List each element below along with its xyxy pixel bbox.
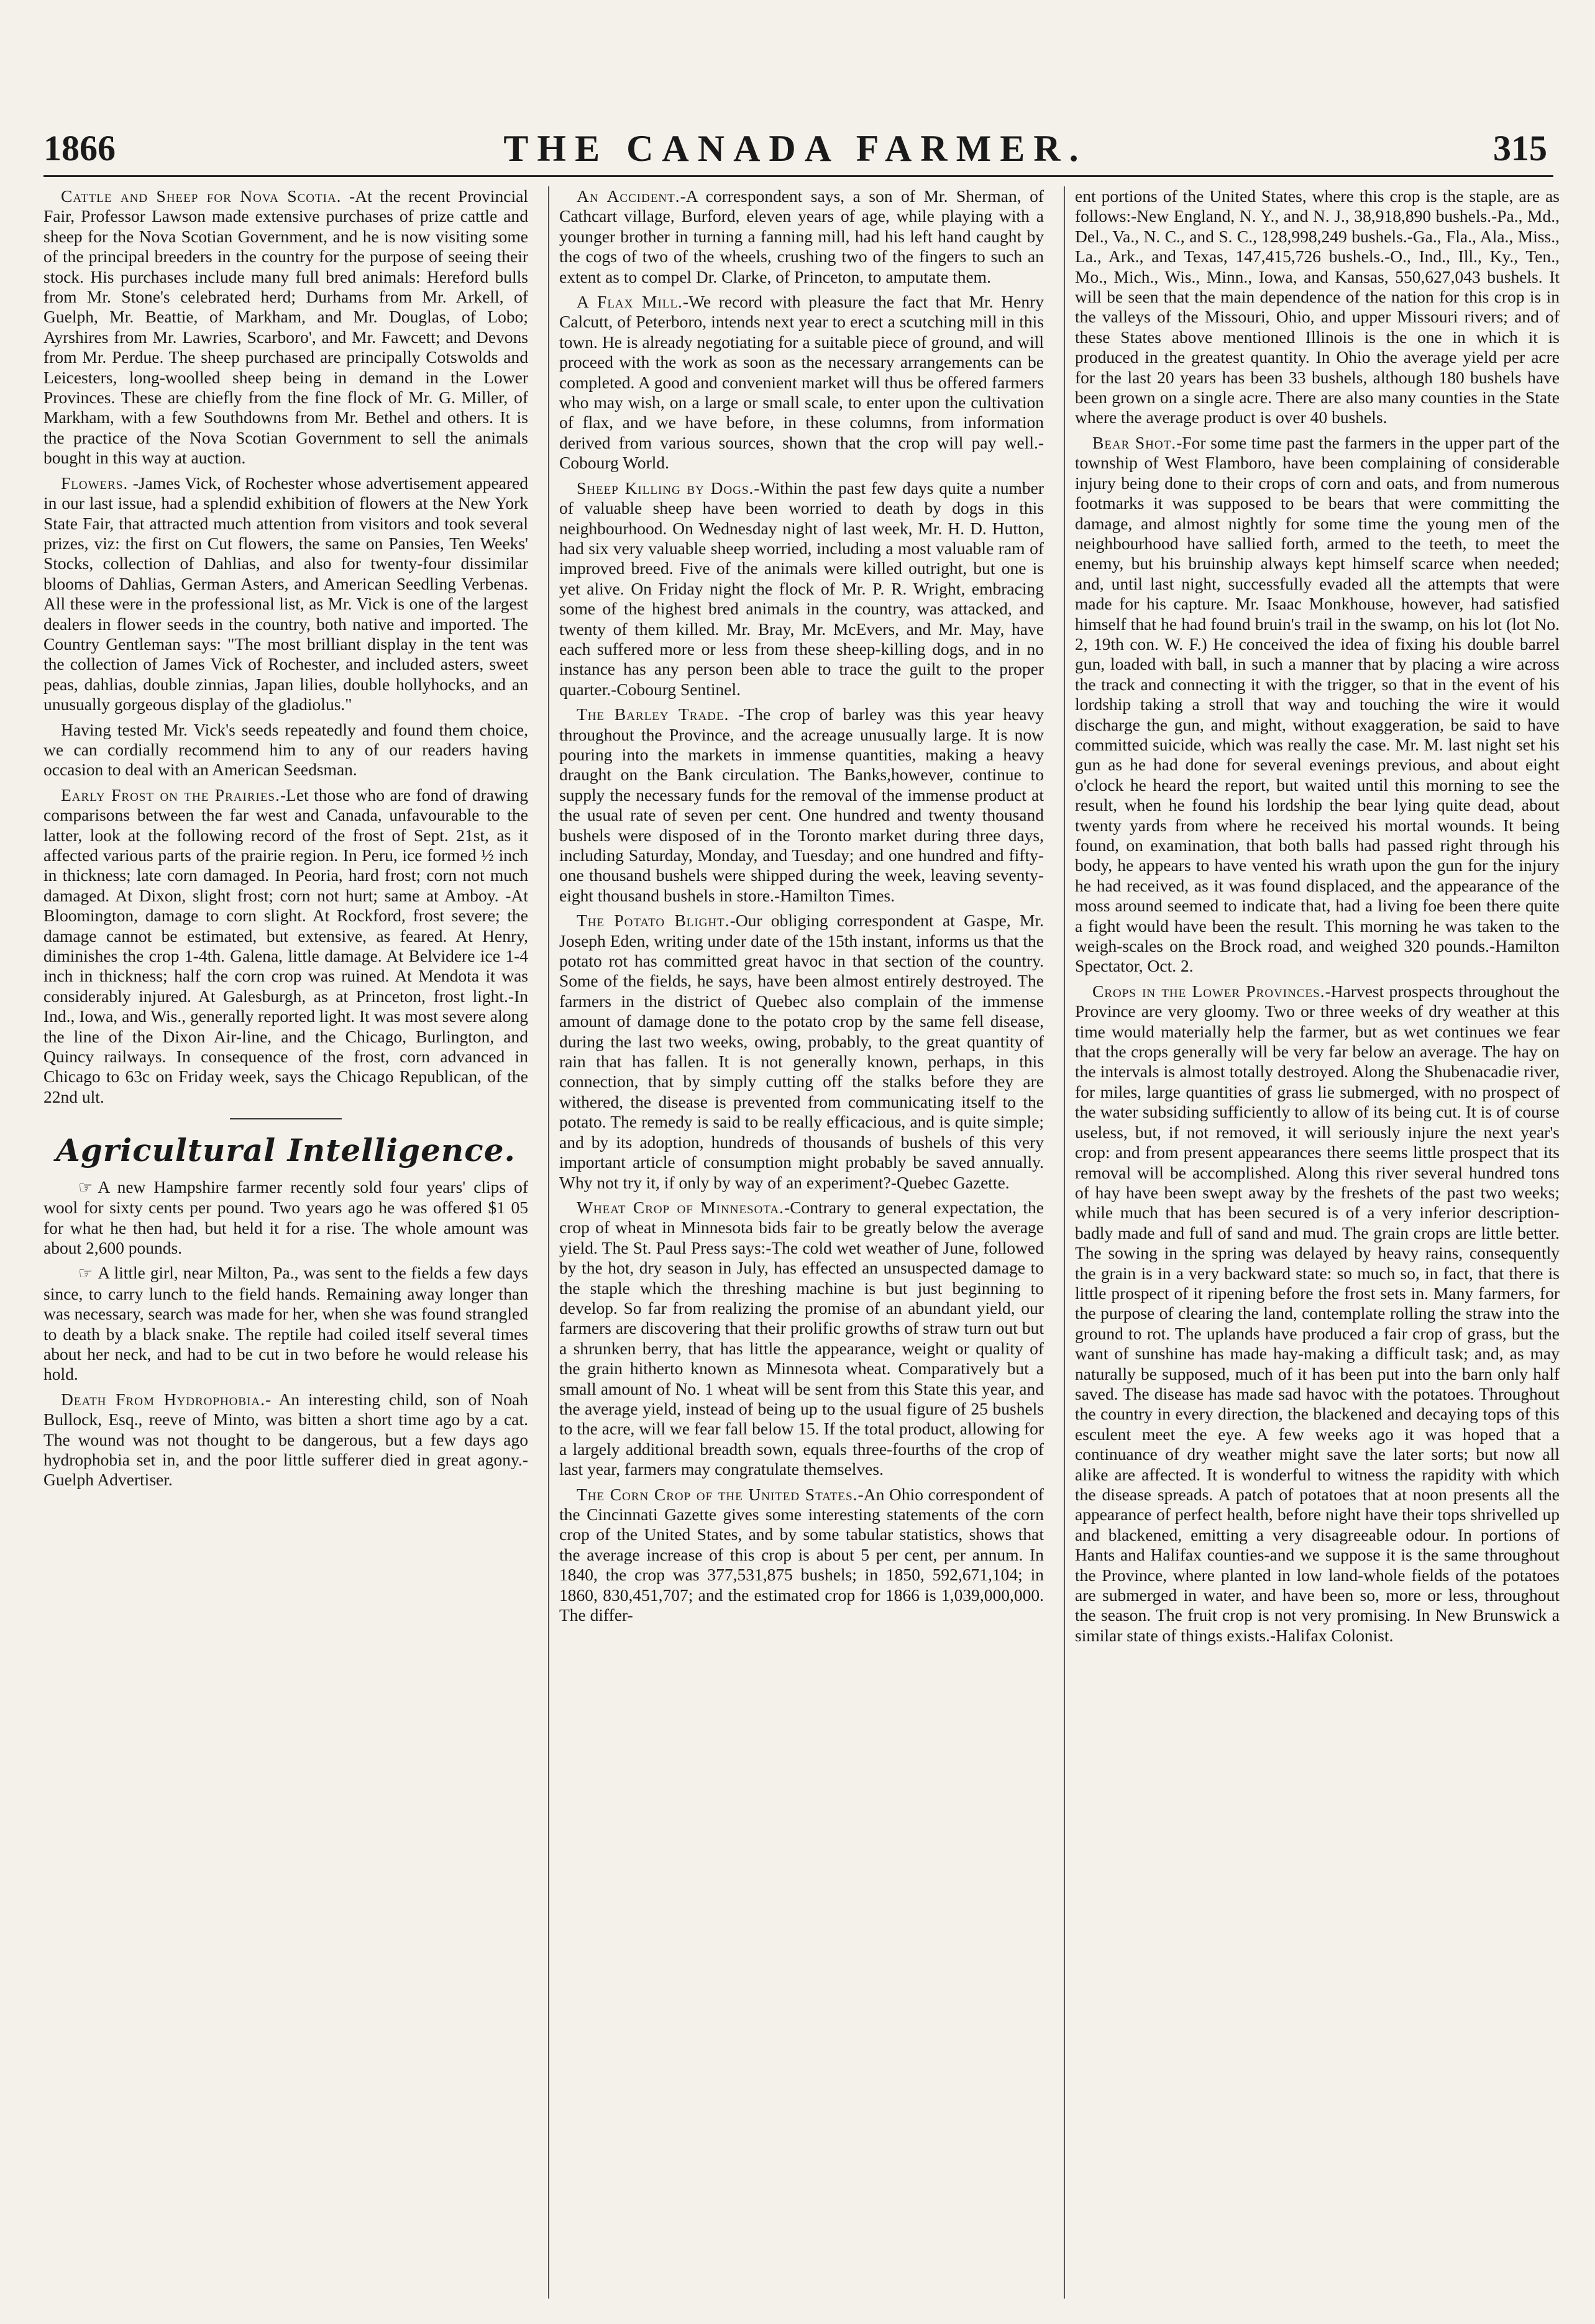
article-heading: An Accident. xyxy=(577,186,680,206)
article-heading: Bear Shot. xyxy=(1092,432,1177,452)
article-early-frost xyxy=(43,785,528,1108)
item-body: A little girl, near Milton, Pa., was sent to the fields a few days since, to carry lunch to the field hands. Remaining away longer than was necessary, search was made for her, when she was found strangled to death by a black snake. The reptile had coiled itself several times about her neck, and had to be cut in two before he would release his hold. xyxy=(43,1263,528,1384)
article-wheat-minnesota xyxy=(559,1198,1044,1480)
pointing-hand-icon: ☞ xyxy=(78,1178,93,1196)
article-potato-blight xyxy=(559,911,1044,1193)
page-number: 315 xyxy=(1493,128,1547,168)
header-rule xyxy=(43,175,1553,177)
article-accident xyxy=(559,186,1044,287)
article-heading: The Corn Crop of the United States. xyxy=(577,1484,858,1504)
article-hydrophobia xyxy=(43,1390,528,1490)
article-lower-provinces xyxy=(1075,982,1560,1646)
article-corn-crop xyxy=(559,1485,1044,1626)
column-divider xyxy=(548,186,549,2299)
pointing-hand-icon: ☞ xyxy=(78,1264,93,1283)
article-body: -Within the past few days quite a number of valuable sheep have been worried to death by dogs in this neighbourhood. On Wednesday night of last week, Mr. H. D. Hutton, had six very valuable sheep worried, including a most valuable ram of improved breed. Five of the animals were killed outright, but one is yet alive. On Friday night the flock of Mr. P. R. Wright, embracing some of the highest bred animals in the country, was attacked, and twenty of them killed. Mr. Bray, Mr. McEvers, and Mr. May, have each suffered more or less from these sheep-killing dogs, and in no instance has any person been able to trace the guilt to the proper quarter.-Cobourg Sentinel. xyxy=(559,478,1044,699)
article-heading: Early Frost on the Prairies. xyxy=(61,785,280,804)
masthead-title: THE CANADA FARMER. xyxy=(503,128,1087,169)
article-body: -Our obliging correspondent at Gaspe, Mr. Joseph Eden, writing under date of the 15th instant, informs us that the potato rot has committed great havoc in that section of the country. Some of the fields, he says, have been almost entirely destroyed. The farmers in the district of Quebec also complain of the immense amount of damage done to the potato crop by the same fell disease, during the last two weeks, owing, probably, to the great quantity of rain that has fallen. It is not generally known, perhaps, in this connection, that by simply cutting off the stalks before they are withered, the disease is prevented from communicating itself to the potato. The remedy is said to be really efficacious, and is quite simple; and by its adoption, hundreds of thousands of bushels of this very important article of consumption might probably be saved annually. Why not try it, if only by way of an experiment?-Quebec Gazette. xyxy=(559,911,1044,1192)
article-body: - An interesting child, son of Noah Bullock, Esq., reeve of Minto, was bitten a short time ago by a cat. The wound was not thought to be dangerous, but a few days ago hydrophobia set in, and the poor little sufferer died in great agony.-Guelph Advertiser. xyxy=(43,1389,528,1490)
article-heading: Death From Hydrophobia. xyxy=(61,1389,265,1409)
article-barley-trade xyxy=(559,704,1044,906)
column-2 xyxy=(559,186,1044,1630)
page-header xyxy=(43,127,1547,171)
article-body: -Contrary to general expectation, the crop of wheat in Minnesota bids fair to be greatly below the average yield. The St. Paul Press says:-The cold wet weather of June, followed by the hot, dry season in July, has effected an unsuspected damage to the staple which the threshing machine is but just beginning to develop. So far from realizing the promise of an abundant yield, our farmers are discovering that their prolific growths of straw turn out but a shrunken berry, that has little the appearance, weight or quality of the grain hitherto known as Minnesota wheat. Comparatively but a small amount of No. 1 wheat will be sent from this State this year, and the average yield, instead of being up to the usual figure of 25 bushels to the acre, will we fear fall below 15. If the total product, allowing for a largely additional breadth sown, equals three-fourths of the crop of last year, farmers may congratulate themselves. xyxy=(559,1197,1044,1479)
column-3 xyxy=(1075,186,1560,1651)
article-heading: Flowers. xyxy=(61,473,129,493)
article-body: -For some time past the farmers in the upper part of the township of West Flamboro, have been complaining of considerable injury being done to their crops of corn and oats, and from numerous footmarks it was supposed to be bears that were committing the damage, and almost nightly for some time the young men of the neighbourhood have sallied forth, armed to the teeth, to meet the enemy, but his bruinship always kept himself scarce when needed; and, until last night, successfully evaded all the attempts that were made for his capture. Mr. Isaac Monkhouse, however, had satisfied himself that he had found bruin's trail in the swamp, on his lot (lot No. 2, 19th con. W. F.) He conceived the idea of fixing his double barrel gun, loaded with ball, in such a manner that by placing a wire across the track and connecting it with the trigger, so that in the event of his lordship taking a stroll that way and touching the wire it would discharge the gun, and might, without exaggeration, be said to have committed suicide, which was really the case. Mr. M. last night set his gun as he had done for several evenings previous, and about eight o'clock he heard the report, but waited until this morning to see the result, when he found his lordship the bear lying quite dead, about twenty yards from where he received his mortal wounds. It being found, on examination, that both balls had passed right through his body, he appears to have vented his wrath upon the gun for the injury he had received, as it was found displaced, and the appearance of the moss around seemed to indicate that, had a living foe been there quite a fight would have been the result. This morning he was taken to the weigh-scales on the Brock road, and weighed 320 pounds.-Hamilton Spectator, Oct. 2. xyxy=(1075,432,1560,976)
item-wool-sale xyxy=(43,1177,528,1259)
article-body: -An Ohio correspondent of the Cincinnati Gazette gives some interesting statements of the corn crop of the United States, and by some tabular statistics, shows that the average increase of this crop is about 5 per cent, per annum. In 1840, the crop was 377,531,875 bushels; in 1850, 592,671,104; in 1860, 830,451,707; and the estimated crop for 1866 is 1,039,000,000. The differ- xyxy=(559,1484,1044,1625)
article-heading: Crops in the Lower Provinces. xyxy=(1092,981,1325,1001)
article-cattle-sheep xyxy=(43,186,528,468)
article-sheep-dogs xyxy=(559,478,1044,699)
article-body: -At the recent Provincial Fair, Professor Lawson made extensive purchases of prize cattle and sheep for the Nova Scotian Government, and he is now visiting some of the principal breeders in the country for the purpose of seeing their stock. His purchases include many full bred animals: Hereford bulls from Mr. Stone's celebrated herd; Durhams from Mr. Arkell, of Guelph, Mr. Beattie, of Markham, and Mr. Douglas, of Lobo; Ayrshires from Mr. Lawries, Scarboro', and Mr. Fawcett; and Devons from Mr. Perdue. The sheep purchased are principally Cotswolds and Leicesters, long-woolled sheep being in demand in the Lower Provinces. These are chiefly from the fine flock of Mr. G. Miller, of Markham, with a few Southdowns from Mr. Bethel and others. It is the practice of the Nova Scotian Government to sell the animals bought in this way at auction. xyxy=(43,186,528,468)
column-divider xyxy=(1064,186,1065,2299)
article-heading: The Barley Trade. xyxy=(577,704,729,724)
article-heading: Sheep Killing by Dogs. xyxy=(577,478,754,498)
article-bear-shot xyxy=(1075,433,1560,977)
column-1 xyxy=(43,186,528,1495)
article-body: -A correspondent says, a son of Mr. Sherman, of Cathcart village, Burford, eleven years of age, while playing with a younger brother in turning a fanning mill, had his left hand caught by the cogs of two of the wheels, crushing two of the fingers to such an extent as to compel Dr. Clarke, of Princeton, to amputate them. xyxy=(559,186,1044,286)
header-year: 1866 xyxy=(43,128,116,168)
article-body: -The crop of barley was this year heavy throughout the Province, and the acreage unusually large. It is now pouring into the markets in immense quantities, making a heavy draught on the Bank circulation. The Banks,however, continue to supply the necessary funds for the removal of the immense product at the usual rate of seven per cent. One hundred and twenty thousand bushels were disposed of in the Toronto market during three days, including Saturday, Monday, and Tuesday; and one hundred and fifty-one thousand bushels were shipped during the week, leaving seventy-eight thousand bushels in store.-Hamilton Times. xyxy=(559,704,1044,905)
article-flowers xyxy=(43,473,528,715)
item-body: A new Hampshire farmer recently sold four years' clips of wool for sixty cents per pound. Two years ago he was offered $1 05 for what he then had, but held it for a rise. The whole amount was about 2,600 pounds. xyxy=(43,1177,528,1257)
article-body: -We record with pleasure the fact that Mr. Henry Calcutt, of Peterboro, intends next year to erect a scutching mill in this town. He is already negotiating for a suitable piece of ground, and will proceed with the work as soon as the necessary arrangements can be completed. A good and convenient market will thus be offered farmers who may wish, on a large or small scale, to enter upon the cultivation of flax, and we have before, in these columns, from information derived from various sources, shown that the crop will pay well.-Cobourg World. xyxy=(559,292,1044,473)
section-title: Agricultural Intelligence. xyxy=(56,1132,516,1169)
article-heading: The Potato Blight. xyxy=(577,911,730,931)
article-flax-mill xyxy=(559,292,1044,473)
article-vick-seeds: Having tested Mr. Vick's seeds repeatedly and found them choice, we can cordially recommend him to any of our readers having occasion to deal with an American Seedsman. xyxy=(43,719,528,780)
article-body: -Let those who are fond of drawing comparisons between the far west and Canada, unfavourable to the latter, look at the following record of the frost of Sept. 21st, as it affected various parts of the prairie region. In Peru, ice formed ½ inch in thickness; late corn damaged. In Peoria, hard frost; corn not much damaged. At Dixon, slight frost; corn not hurt; same at Amboy. -At Bloomington, damage to corn slight. At Rockford, frost severe; the damage cannot be estimated, but extensive, as feared. At Henry, diminishes the crop 1-4th. Galena, little damage. At Belvidere ice 1-4 inch in thickness; half the corn crop was ruined. At Mendota it was considerably injured. At Galesburgh, as at Princeton, frost light.-In Ind., Iowa, and Wis., generally reported light. It was most severe along the line of the Dixon Air-line, and the Chicago, Burlington, and Quincy railways. In consequence of the frost, corn advanced in Chicago to 63c on Friday week, says the Chicago Republican, of the 22nd ult. xyxy=(43,785,528,1106)
article-heading: A Flax Mill. xyxy=(577,292,683,312)
item-black-snake xyxy=(43,1263,528,1384)
section-divider xyxy=(230,1118,342,1119)
article-body: -Harvest prospects throughout the Province are very gloomy. Two or three weeks of dry weather at this time would materially help the farmer, but as wet continues we fear that the crops generally will be very far below an average. The hay on the intervals is almost totally destroyed. Along the Shubenacadie river, for miles, large quantities of grass lie submerged, with no prospect of the water subsiding sufficiently to allow of its being cut. It is of course useless, but, if not removed, it will seriously injure the next year's crop: and from present appearances there seems little prospect that its removal will be accomplished. Along this river several hundred tons of hay have been swept away by the freshets of the past two weeks; while much that has been secured is of a very inferior description-badly made and full of sand and mud. The grain crops are little better. The sowing in the spring was delayed by heavy rains, consequently the grain is in a very backward state: so much so, in fact, that there is little prospect of it ripening before the frost sets in. Many farmers, for the purpose of clearing the land, contemplate rolling the straw into the ground to rot. The uplands have produced a fair crop of grass, but the want of sunshine has made hay-making a difficult task; and, as may naturally be supposed, much of it has been put into the barn only half saved. The disease has made sad havoc with the potatoes. Throughout the country in every direction, the blackened and decaying tops of this esculent meet the eye. A few weeks ago it was hoped that a continuance of dry weather might save the later sorts; but now all alike are affected. It is wonderful to witness the rapidity with which the disease spreads. A patch of potatoes that at noon presents all the appearance of perfect health, before night have their tops shrivelled up and blackened, emitting a very disagreeable odour. In portions of Hants and Halifax counties-and we suppose it is the same throughout the Province, where planted in low land-whole fields of the potatoes are submerged in water, and have been so, more or less, throughout the season. The fruit crop is not very promising. In New Brunswick a similar state of things exists.-Halifax Colonist. xyxy=(1075,981,1560,1645)
article-corn-crop-continued: ent portions of the United States, where this crop is the staple, are as follows:-New England, N. Y., and N. J., 38,918,890 bushels.-Pa., Md., Del., Va., N. C., and S. C., 128,998,249 bushels.-Ga., Fla., Ala., Miss., La., Ark., and Texas, 147,415,726 bushels.-O., Ind., Ill., Ky., Ten., Mo., Mich., Wis., Minn., Iowa, and Kansas, 550,627,043 bushels. It will be seen that the main dependence of the nation for this crop is in the valleys of the Missouri, Ohio, and upper Missouri rivers; and of these States above mentioned Illinois is the one in which it is produced in the greatest quantity. In Ohio the average yield per acre for the last 20 years has been 33 bushels, although 180 bushels have been grown on a single acre. There are also many counties in the State where the average product is over 40 bushels. xyxy=(1075,186,1560,427)
article-heading: Cattle and Sheep for Nova Scotia. xyxy=(61,186,342,206)
article-body: -James Vick, of Rochester whose advertisement appeared in our last issue, had a splendid exhibition of flowers at the New York State Fair, that attracted much attention from visitors and took several prizes, viz: the first on Cut flowers, the same on Pansies, Ten Weeks' Stocks, collection of Dahlias, and also for twenty-four dissimilar blooms of Dahlias, German Asters, and American Seedling Verbenas. All these were in the professional list, as Mr. Vick is one of the largest dealers in flower seeds in the country, both native and imported. The Country Gentleman says: "The most brilliant display in the tent was the collection of James Vick of Rochester, and included asters, sweet peas, dahlias, double zinnias, Japan lilies, double hollyhocks, and an unusually gorgeous display of the gladiolus." xyxy=(43,473,528,714)
article-heading: Wheat Crop of Minnesota. xyxy=(577,1197,785,1217)
